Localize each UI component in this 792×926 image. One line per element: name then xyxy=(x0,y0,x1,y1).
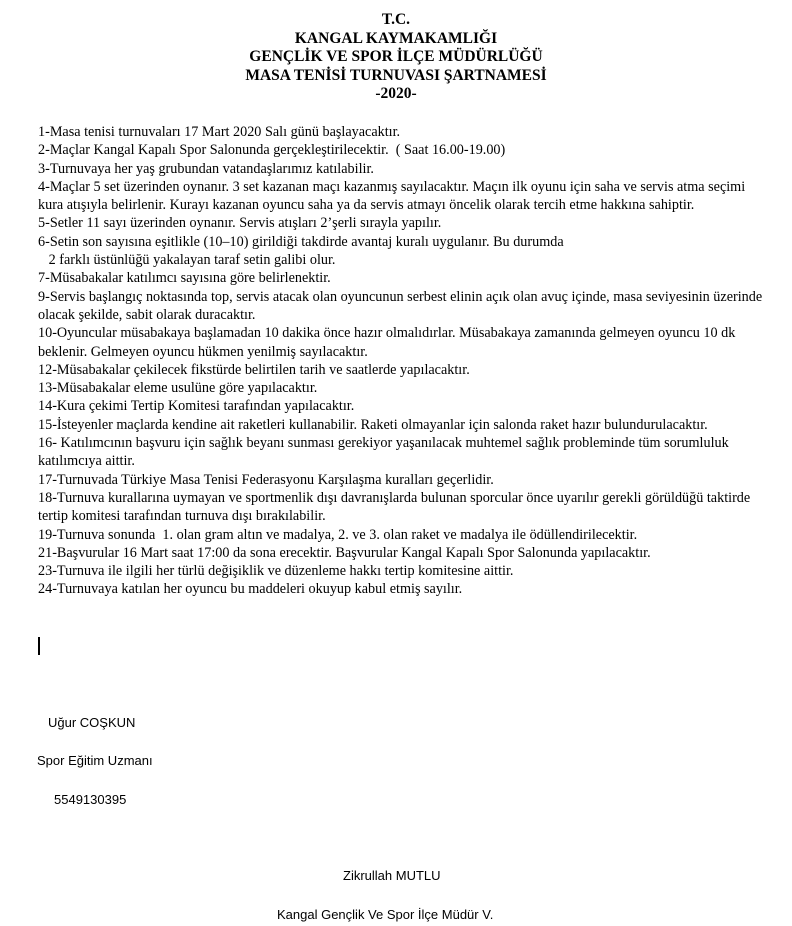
regulation-item-24: 24-Turnuvaya katılan her oyuncu bu maddeleri okuyup kabul etmiş sayılır. xyxy=(38,581,463,598)
regulation-item-10: 10-Oyuncular müsabakaya başlamadan 10 dakika önce hazır olmalıdırlar. Müsabakaya zamanında gelmeyen oyuncu 10 dk beklenir. Gelmeyen oyuncu hükmen yenilmiş sayılacaktır. xyxy=(38,325,739,360)
signer-left-title: Spor Eğitim Uzmanı xyxy=(37,753,153,768)
regulation-item-7: 7-Müsabakalar katılımcı sayısına göre belirlenektir. xyxy=(38,270,331,287)
regulation-item-1: 1-Masa tenisi turnuvaları 17 Mart 2020 Salı günü başlayacaktır. xyxy=(38,124,401,140)
regulation-item-6: 6-Setin son sayısına eşitlikle (10–10) girildiği takdirde avantaj kuralı uygulanır. Bu durumda 2 farklı üstünlüğü yakalayan taraf setin galibi olur. xyxy=(38,233,564,269)
regulation-item-23: 23-Turnuva ile ilgili her türlü değişiklik ve düzenleme hakkı tertip komitesine aittir. xyxy=(38,563,514,580)
regulation-item-13: 13-Müsabakalar eleme usulüne göre yapılacaktır. xyxy=(38,380,318,397)
regulation-item-14: 14-Kura çekimi Tertip Komitesi tarafından yapılacaktır. xyxy=(38,398,355,415)
regulation-item-15: 15-İsteyenler maçlarda kendine ait raketleri kullanabilir. Raketi olmayanlar için salonda raket hazır bulundurulacaktır. xyxy=(38,416,708,433)
regulation-list xyxy=(38,123,770,599)
signer-left-phone: 5549130395 xyxy=(54,792,127,807)
regulation-item-2: 2-Maçlar Kangal Kapalı Spor Salonunda gerçekleştirilecektir. ( Saat 16.00-19.00) xyxy=(38,142,506,159)
regulation-item-19: 19-Turnuva sonunda 1. olan gram altın ve madalya, 2. ve 3. olan raket ve madalya ile ödüllendirilecektir. xyxy=(38,526,638,543)
regulation-item-9: 9-Servis başlangıç noktasında top, servis atacak olan oyuncunun serbest elinin açık olan avuç içinde, masa seviyesinin üzerinde olacak şekilde, sabit olarak duracaktır. xyxy=(38,288,766,323)
regulation-item-4: 4-Maçlar 5 set üzerinden oynanır. 3 set kazanan maçı kazanmış sayılacaktır. Maçın ilk oyunu için saha ve servis atma seçimi kura atışıyla belirlenir. Kurayı kazanan oyuncu saha ya da servis atmayı öncelik olarak tercih etme hakkına sahiptir. xyxy=(38,178,749,214)
regulation-item-16: 16- Katılımcının başvuru için sağlık beyanı sunması gerekiyor yaşanılacak muhtemel sağlık probleminde tüm sorumluluk katılımcıya aittir. xyxy=(38,435,733,470)
regulation-item-18: 18-Turnuva kurallarına uymayan ve sportmenlik dışı davranışlarda bulunan sporcular önce uyarılır gerekli görüldüğü taktirde tertip komitesi tarafından turnuva dışı bırakılabilir. xyxy=(38,489,754,525)
regulation-item-17: 17-Turnuvada Türkiye Masa Tenisi Federasyonu Karşılaşma kuralları geçerlidir. xyxy=(38,471,494,488)
header-line-year: -2020- xyxy=(375,85,417,102)
regulation-item-21: 21-Başvurular 16 Mart saat 17:00 da sona erecektir. Başvurular Kangal Kapalı Spor Salonunda yapılacaktır. xyxy=(38,544,651,561)
signer-right-title: Kangal Gençlik Ve Spor İlçe Müdür V. xyxy=(277,907,494,922)
header-line-tc: T.C. xyxy=(381,11,411,28)
signer-left-name: Uğur COŞKUN xyxy=(48,715,136,730)
header-line-mudurluk: GENÇLİK VE SPOR İLÇE MÜDÜRLÜĞÜ xyxy=(249,48,543,65)
regulation-item-12: 12-Müsabakalar çekilecek fikstürde belirtilen tarih ve saatlerde yapılacaktır. xyxy=(38,361,470,378)
header-line-kaymakamlik: KANGAL KAYMAKAMLIĞI xyxy=(294,29,498,47)
text-cursor[interactable] xyxy=(38,637,40,655)
regulation-item-5: 5-Setler 11 sayı üzerinden oynanır. Servis atışları 2’şerli sırayla yapılır. xyxy=(38,215,442,232)
signer-right-name: Zikrullah MUTLU xyxy=(343,868,441,883)
document-header xyxy=(0,11,792,104)
header-line-sartname: MASA TENİSİ TURNUVASI ŞARTNAMESİ xyxy=(245,66,547,84)
regulation-item-3: 3-Turnuvaya her yaş grubundan vatandaşlarımız katılabilir. xyxy=(38,160,374,177)
